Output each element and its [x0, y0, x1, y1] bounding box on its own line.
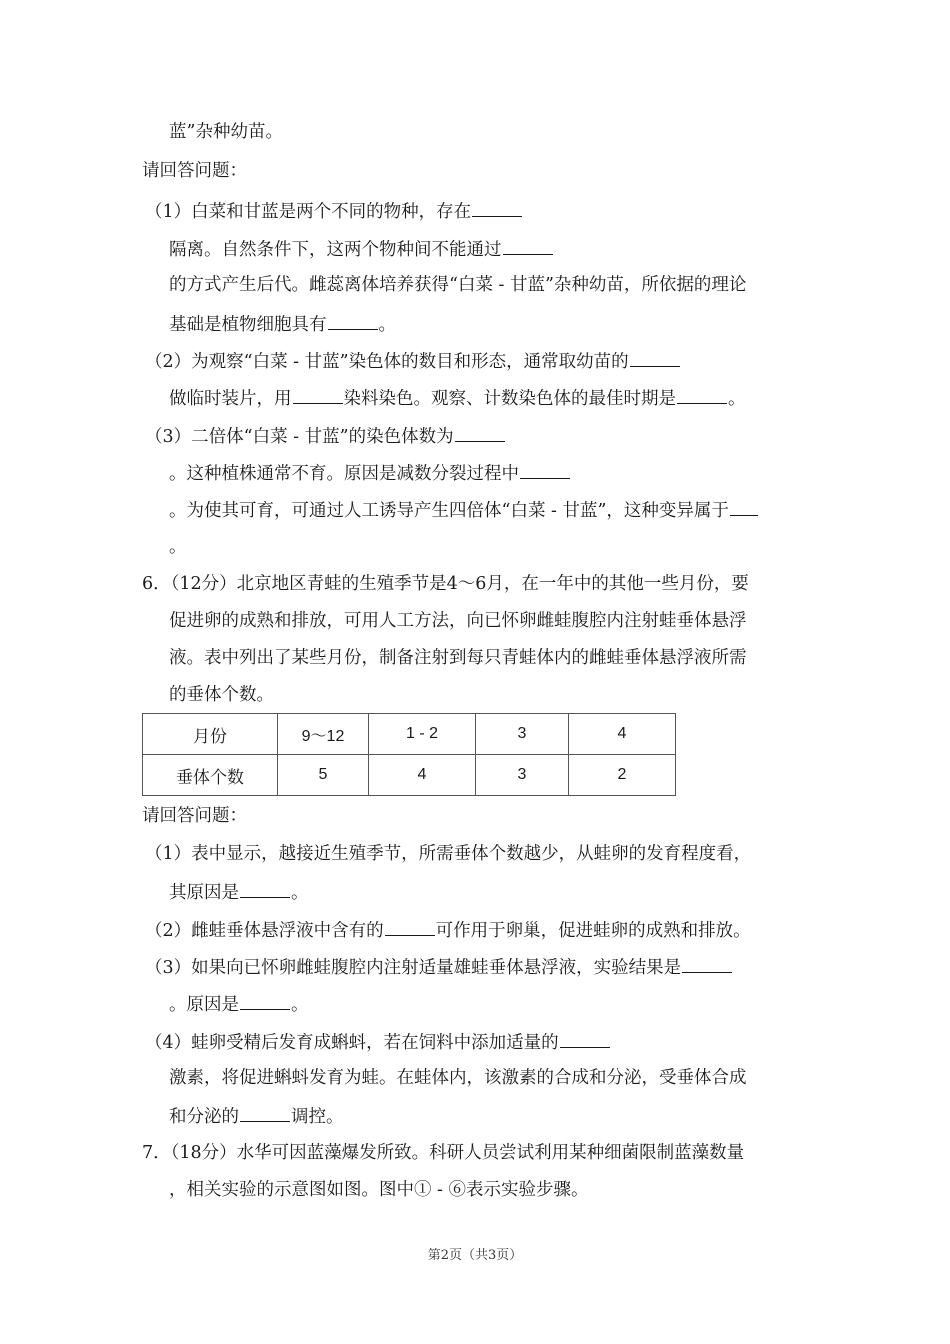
text-span: （3）如果向已怀卵雌蛙腹腔内注射适量雄蛙垂体悬浮液，实验结果是	[145, 958, 682, 978]
text-line: 请回答问题：	[142, 161, 247, 181]
question-line	[145, 348, 681, 374]
answer-blank[interactable]	[455, 423, 505, 442]
text-span: （2）雌蛙垂体悬浮液中含有的	[145, 921, 384, 941]
question-line	[145, 198, 523, 224]
question-line	[145, 917, 751, 943]
text-span: 和分泌的	[169, 1107, 239, 1127]
text-line: 。	[169, 537, 187, 557]
question-line	[169, 497, 759, 523]
answer-blank[interactable]	[560, 1029, 610, 1048]
table-cell: 9～12	[278, 714, 369, 755]
question-line	[169, 236, 554, 262]
text-span: 基础是植物细胞具有	[169, 315, 327, 335]
text-span: 。这种植株通常不育。原因是减数分裂过程中	[169, 464, 519, 484]
text-line: ，相关实验的示意图如图。图中① - ⑥表示实验步骤。	[169, 1180, 589, 1200]
table-row	[143, 755, 676, 796]
text-span: （1）白菜和甘蓝是两个不同的物种，存在	[145, 202, 472, 222]
text-span: 。	[378, 315, 396, 335]
text-span: 其原因是	[169, 883, 239, 903]
table-cell: 3	[476, 714, 569, 755]
answer-blank[interactable]	[503, 236, 553, 255]
table-cell: 5	[278, 755, 369, 796]
table-cell: 月份	[143, 714, 278, 755]
text-span: 隔离。自然条件下，这两个物种间不能通过	[169, 240, 502, 260]
text-span: 染料染色。观察、计数染色体的最佳时期是	[343, 389, 676, 409]
text-span: （4）蛙卵受精后发育成蝌蚪，若在饲料中添加适量的	[145, 1033, 559, 1053]
answer-blank[interactable]	[520, 460, 570, 479]
question-line	[169, 311, 396, 337]
table-row	[143, 714, 676, 755]
text-span: 。	[728, 389, 746, 409]
text-line: 请回答问题：	[142, 806, 247, 826]
answer-blank[interactable]	[293, 385, 343, 404]
text-span: （2）为观察“白菜 - 甘蓝”染色体的数目和形态，通常取幼苗的	[145, 352, 629, 372]
question-7-stem: 7．（18分）水华可因蓝藻爆发所致。科研人员尝试利用某种细菌限制蓝藻数量	[142, 1143, 745, 1163]
question-line	[169, 460, 571, 486]
question-line	[145, 423, 506, 449]
text-line: 激素，将促进蝌蚪发育为蛙。在蛙体内，该激素的合成和分泌，受垂体合成	[169, 1068, 747, 1088]
answer-blank[interactable]	[240, 879, 290, 898]
question-line	[145, 1029, 611, 1055]
table-cell: 4	[369, 755, 476, 796]
question-line	[169, 879, 309, 905]
answer-blank[interactable]	[682, 954, 732, 973]
text-line: 的方式产生后代。雌蕊离体培养获得“白菜 - 甘蓝”杂种幼苗，所依据的理论	[169, 275, 747, 295]
question-line	[169, 385, 746, 411]
text-span: 调控。	[291, 1107, 344, 1127]
question-line	[169, 1103, 344, 1129]
text-span: 做临时装片，用	[169, 389, 292, 409]
table-cell: 垂体个数	[143, 755, 278, 796]
text-span: 。为使其可育，可通过人工诱导产生四倍体“白菜 - 甘蓝”，这种变异属于	[169, 501, 729, 521]
question-line	[145, 954, 733, 980]
answer-blank[interactable]	[385, 917, 435, 936]
answer-blank[interactable]	[730, 497, 758, 516]
answer-blank[interactable]	[677, 385, 727, 404]
table-cell: 4	[569, 714, 676, 755]
table-cell: 2	[569, 755, 676, 796]
text-span: 。原因是	[169, 995, 239, 1015]
answer-blank[interactable]	[630, 348, 680, 367]
text-line: 促进卵的成熟和排放，可用人工方法，向已怀卵雌蛙腹腔内注射蛙垂体悬浮	[169, 611, 747, 631]
text-line: （1）表中显示，越接近生殖季节，所需垂体个数越少，从蛙卵的发育程度看，	[145, 844, 752, 864]
text-span: 。	[291, 883, 309, 903]
text-span: 。	[291, 995, 309, 1015]
answer-blank[interactable]	[240, 1103, 290, 1122]
question-line	[169, 991, 309, 1017]
text-line: 液。表中列出了某些月份，制备注射到每只青蛙体内的雌蛙垂体悬浮液所需	[169, 648, 747, 668]
table-cell: 1 - 2	[369, 714, 476, 755]
answer-blank[interactable]	[328, 311, 378, 330]
text-line: 蓝”杂种幼苗。	[169, 122, 283, 142]
text-span: 可作用于卵巢，促进蛙卵的成熟和排放。	[435, 921, 751, 941]
text-span: （3）二倍体“白菜 - 甘蓝”的染色体数为	[145, 427, 454, 447]
question-6-stem: 6．（12分）北京地区青蛙的生殖季节是4～6月，在一年中的其他一些月份，要	[142, 574, 749, 594]
table-cell: 3	[476, 755, 569, 796]
page-footer: 第2页（共3页）	[427, 1248, 523, 1263]
answer-blank[interactable]	[240, 991, 290, 1010]
pituitary-table	[142, 713, 676, 796]
text-line: 的垂体个数。	[169, 685, 274, 705]
answer-blank[interactable]	[472, 198, 522, 217]
